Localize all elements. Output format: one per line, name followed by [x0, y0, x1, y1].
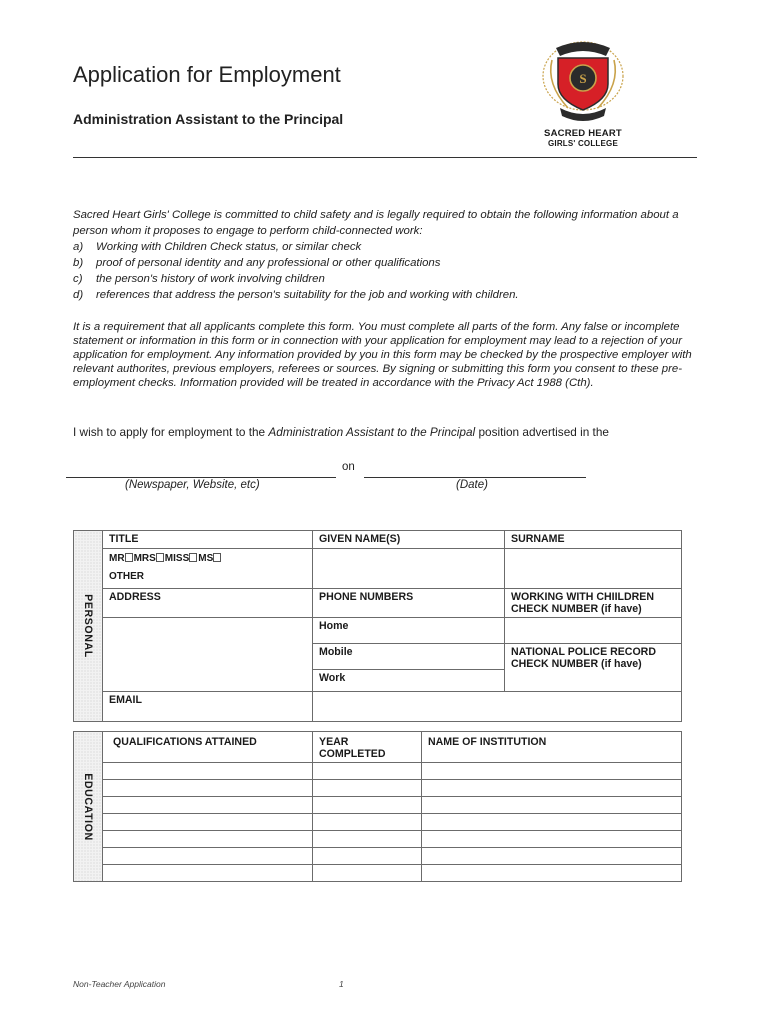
year-cell[interactable]: [313, 831, 422, 848]
wwcc-label: WORKING WITH CHIILDREN CHECK NUMBER (if have): [505, 589, 682, 618]
education-section-label: EDUCATION: [74, 732, 103, 882]
phone-work-label: Work: [319, 672, 346, 684]
institution-cell[interactable]: [422, 797, 682, 814]
year-completed-label: YEAR COMPLETED: [313, 732, 422, 763]
institution-cell[interactable]: [422, 848, 682, 865]
title-label: TITLE: [103, 531, 313, 549]
page-number: 1: [339, 979, 344, 989]
year-cell[interactable]: [313, 780, 422, 797]
footer-document-name: Non-Teacher Application: [73, 979, 166, 989]
on-label: on: [342, 461, 355, 473]
list-item: c) the person's history of work involving children: [73, 273, 325, 285]
address-input[interactable]: [103, 618, 313, 692]
qualification-cell[interactable]: [103, 763, 313, 780]
phone-home-label: Home: [319, 620, 349, 632]
police-check-label: NATIONAL POLICE RECORD CHECK NUMBER (if have): [505, 644, 682, 692]
page-title: Application for Employment: [73, 62, 341, 87]
ms-checkbox[interactable]: [213, 553, 221, 562]
email-input[interactable]: [313, 692, 682, 722]
institution-cell[interactable]: [422, 780, 682, 797]
requirement-statement: It is a requirement that all applicants complete this form. You must complete all parts of the form. Any false or incomplete statement or information in this form or in connection with your application for employment may lead to a rejection of your application for employment. Any information provided by you in this form may be checked by the prospective employer with relevant authorites, previous employers, referees or sources. By signing or submitting this form you consent to these pre-employment checks. Information provided will be treated in accordance with the Privacy Act 1988 (Cth).: [73, 321, 692, 389]
year-cell[interactable]: [313, 848, 422, 865]
child-safety-lead: Sacred Heart Girls' College is committed to child safety and is legally required to obtain the following information about a person whom it proposes to engage to perform child-connected work:: [73, 209, 679, 237]
table-row: [74, 848, 682, 865]
wwcc-input[interactable]: [505, 618, 682, 644]
advertised-date-field[interactable]: [364, 477, 586, 478]
header-divider: [73, 157, 697, 158]
college-wordmark: SACRED HEART GIRLS' COLLEGE: [544, 128, 622, 148]
qualifications-label: QUALIFICATIONS ATTAINED: [103, 732, 313, 763]
table-row: [74, 797, 682, 814]
institution-cell[interactable]: [422, 814, 682, 831]
table-row: [74, 780, 682, 797]
year-cell[interactable]: [313, 814, 422, 831]
qualification-cell[interactable]: [103, 814, 313, 831]
year-cell[interactable]: [313, 865, 422, 882]
personal-section-label: PERSONAL: [74, 531, 103, 722]
phone-mobile-label: Mobile: [319, 646, 353, 658]
position-name: Administration Assistant to the Principal: [268, 425, 476, 439]
institution-cell[interactable]: [422, 763, 682, 780]
phone-home-field[interactable]: [313, 618, 505, 644]
given-names-input[interactable]: [313, 549, 505, 589]
table-row: [74, 831, 682, 848]
surname-input[interactable]: [505, 549, 682, 589]
qualification-cell[interactable]: [103, 831, 313, 848]
table-row: [74, 763, 682, 780]
title-options: MR MRS MISS MS OTHER: [103, 549, 313, 589]
advertised-in-caption: (Newspaper, Website, etc): [125, 479, 260, 491]
list-item: a) Working with Children Check status, or similar check: [73, 241, 362, 253]
phone-mobile-field[interactable]: [313, 644, 505, 670]
personal-details-table: [73, 530, 682, 722]
table-row: [74, 865, 682, 882]
qualification-cell[interactable]: [103, 848, 313, 865]
institution-label: NAME OF INSTITUTION: [422, 732, 682, 763]
mrs-checkbox[interactable]: [156, 553, 164, 562]
list-item: b) proof of personal identity and any professional or other qualifications: [73, 257, 441, 269]
address-label: ADDRESS: [103, 589, 313, 618]
surname-label: SURNAME: [505, 531, 682, 549]
qualification-cell[interactable]: [103, 780, 313, 797]
table-row: [74, 814, 682, 831]
child-safety-statement: [73, 207, 703, 303]
position-subtitle: Administration Assistant to the Principal: [73, 111, 344, 127]
phone-work-field[interactable]: [313, 670, 505, 692]
advertised-in-field[interactable]: [66, 477, 336, 478]
email-label: EMAIL: [103, 692, 313, 722]
date-caption: (Date): [456, 479, 488, 491]
apply-statement: I wish to apply for employment to the Administration Assistant to the Principal position advertised in the: [73, 425, 609, 439]
list-item: d) references that address the person's suitability for the job and working with children.: [73, 289, 519, 301]
education-table: [73, 731, 682, 882]
qualification-cell[interactable]: [103, 797, 313, 814]
institution-cell[interactable]: [422, 865, 682, 882]
other-title-label: OTHER: [109, 571, 144, 582]
svg-text:S: S: [579, 71, 587, 86]
year-cell[interactable]: [313, 763, 422, 780]
miss-checkbox[interactable]: [189, 553, 197, 562]
year-cell[interactable]: [313, 797, 422, 814]
given-names-label: GIVEN NAME(S): [313, 531, 505, 549]
institution-cell[interactable]: [422, 831, 682, 848]
qualification-cell[interactable]: [103, 865, 313, 882]
mr-checkbox[interactable]: [125, 553, 133, 562]
phone-numbers-label: PHONE NUMBERS: [313, 589, 505, 618]
